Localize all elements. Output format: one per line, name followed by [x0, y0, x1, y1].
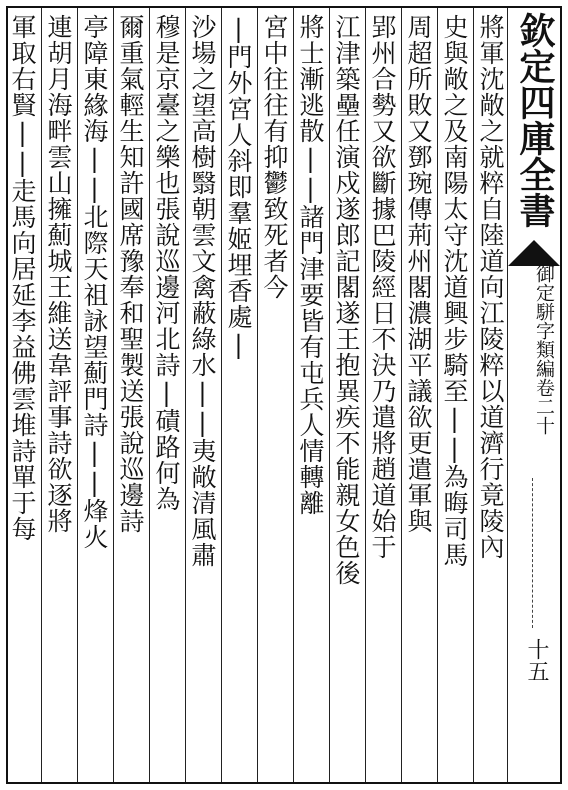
text-column-8: |門外宮人斜即羣姬埋香處|	[221, 8, 256, 782]
margin-rule	[532, 478, 534, 628]
text-column-5: 江津築壘任演戍遂郎記閣遂王抱異疾不能親女色後	[329, 8, 364, 782]
text-column-7: 宮中往往有抑鬱致死者今	[257, 8, 292, 782]
text-column-6: 將士漸逃散||諸門津要皆有屯兵人情轉離	[293, 8, 328, 782]
text-column-13: 連胡月海畔雲山擁薊城王維送韋評事詩欲逐將	[41, 8, 76, 782]
book-title: 欽定四庫全書	[514, 12, 556, 228]
text-column-3: 周超所敗又鄧琬傳荊州閣濃湖平議欲更遣軍與	[401, 8, 436, 782]
text-column-10: 穆是京臺之樂也張說巡邊河北詩|磧路何為	[149, 8, 184, 782]
text-column-9: 沙場之望高樹翳朝雲文禽蔽綠水||夷敞清風肅	[185, 8, 220, 782]
text-column-11: 爾重氣輕生知許國席豫奉和聖製送張說巡邊詩	[113, 8, 148, 782]
text-column-2: 史與敞之及南陽太守沈道興步騎至||為晦司馬	[437, 8, 472, 782]
section-title: 御定駢字類編卷二十	[533, 264, 555, 435]
page-number: 十五	[524, 638, 549, 682]
text-column-14: 軍取右賢||走馬向居延李益佛雲堆詩單于每	[8, 14, 37, 542]
text-column-4: 郢州合勢又欲斷據巴陵經日不決乃遣將趙道始于	[365, 8, 400, 782]
text-column-12: 亭障東緣海||北際天祖詠望薊門詩||烽火	[77, 8, 112, 782]
page-frame-right	[560, 6, 562, 784]
fish-tail-mark-icon	[508, 240, 560, 266]
text-column-1: 將軍沈敞之就粹自陸道向江陵粹以道濟行竟陵內	[473, 8, 508, 782]
page-frame-bottom	[6, 782, 562, 784]
page-margin	[507, 8, 560, 782]
